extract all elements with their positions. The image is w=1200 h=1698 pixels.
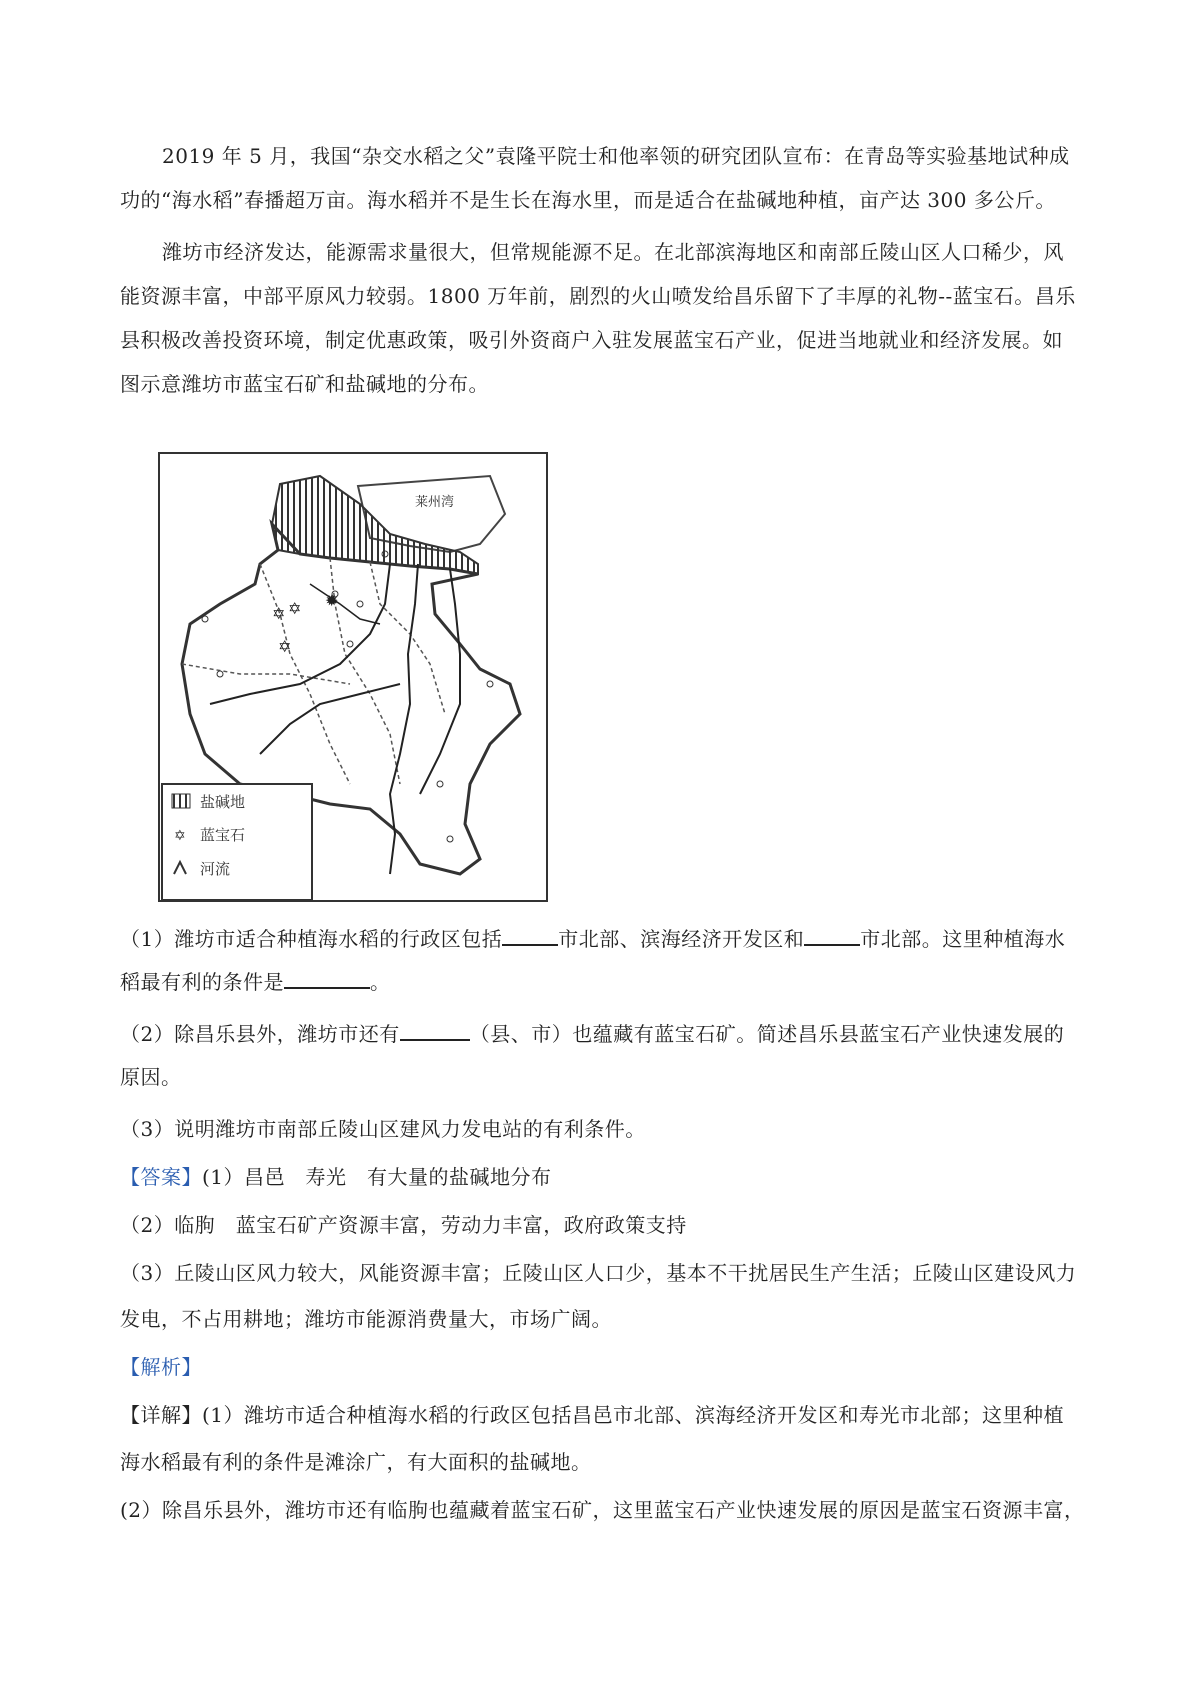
question-2-line-1: （2）除昌乐县外，潍坊市还有 （县、市）也蕴藏有蓝宝石矿。简述昌乐县蓝宝石产业快速发展的 xyxy=(120,1022,1065,1046)
question-2-line-2: 原因。 xyxy=(120,1065,182,1089)
river-1 xyxy=(390,564,418,874)
weifang-map-figure xyxy=(158,452,548,902)
city-marker xyxy=(217,671,223,677)
intro-paragraph-2-line-1: 潍坊市经济发达，能源需求量很大，但常规能源不足。在北部滨海地区和南部丘陵山区人口稀少，风 xyxy=(162,240,1064,264)
intro-paragraph-2-line-2: 能资源丰富，中部平原风力较弱。1800 万年前，剧烈的火山喷发给昌乐留下了丰厚的礼物--蓝宝石。昌乐 xyxy=(120,284,1076,308)
intro-paragraph-1-line-2: 功的“海水稻”春播超万亩。海水稻并不是生长在海水里，而是适合在盐碱地种植，亩产达 300 多公斤。 xyxy=(120,188,1056,212)
question-3: （3）说明潍坊市南部丘陵山区建风力发电站的有利条件。 xyxy=(120,1117,646,1141)
blank-q1-3[interactable] xyxy=(284,969,370,989)
answer-line-3: （3）丘陵山区风力较大，风能资源丰富；丘陵山区人口少，基本不干扰居民生产生活；丘陵山区建设风力 xyxy=(120,1261,1077,1285)
blank-q2[interactable] xyxy=(400,1021,470,1041)
question-1-line-2: 稻最有利的条件是 。 xyxy=(120,970,391,994)
county-boundary-4 xyxy=(182,664,350,684)
sapphire-marker: ✹ xyxy=(325,591,339,610)
city-marker xyxy=(437,781,443,787)
legend-sapphire-label: 蓝宝石 xyxy=(200,826,246,844)
answer-line-2: （2）临朐 蓝宝石矿产资源丰富，劳动力丰富，政府政策支持 xyxy=(120,1213,687,1237)
legend-river-label: 河流 xyxy=(200,860,231,878)
detail-label: 【详解】 xyxy=(120,1403,202,1427)
river-3 xyxy=(260,684,400,754)
river-2 xyxy=(210,564,390,704)
question-1-line-1: （1）潍坊市适合种植海水稻的行政区包括 市北部、滨海经济开发区和 市北部。这里种植海水 xyxy=(120,927,1066,951)
detail-line-1: 【详解】(1）潍坊市适合种植海水稻的行政区包括昌邑市北部、滨海经济开发区和寿光市北部；这里种植 xyxy=(120,1403,1065,1427)
detail-line-2: 海水稻最有利的条件是滩涂广，有大面积的盐碱地。 xyxy=(120,1450,592,1474)
legend-sapphire-icon: ✡ xyxy=(174,828,186,844)
city-marker xyxy=(347,641,353,647)
city-marker xyxy=(357,601,363,607)
legend-saline-label: 盐碱地 xyxy=(200,793,246,811)
river-5 xyxy=(310,584,380,624)
blank-q1-2[interactable] xyxy=(804,926,860,946)
sapphire-marker: ✡ xyxy=(288,599,302,618)
river-4 xyxy=(420,569,460,794)
detail-line-3: (2）除昌乐县外，潍坊市还有临朐也蕴藏着蓝宝石矿，这里蓝宝石产业快速发展的原因是蓝宝石资源丰富， xyxy=(120,1498,1085,1522)
intro-paragraph-2-line-3: 县积极改善投资环境，制定优惠政策，吸引外资商户入驻发展蓝宝石产业，促进当地就业和经济发展。如 xyxy=(120,328,1063,352)
answer-line-1: 【答案】(1）昌邑 寿光 有大量的盐碱地分布 xyxy=(120,1165,552,1189)
sapphire-marker: ✡ xyxy=(278,637,292,656)
answer-label: 【答案】 xyxy=(120,1165,202,1189)
city-marker xyxy=(202,616,208,622)
legend-saline-swatch xyxy=(172,794,190,808)
sapphire-marker: ✡ xyxy=(272,604,286,623)
intro-paragraph-1-line-1: 2019 年 5 月，我国“杂交水稻之父”袁隆平院士和他率领的研究团队宣布：在青岛等实验基地试种成 xyxy=(162,144,1070,168)
city-marker xyxy=(487,681,493,687)
analysis-label: 【解析】 xyxy=(120,1355,202,1379)
blank-q1-1[interactable] xyxy=(502,926,558,946)
intro-paragraph-2-line-4: 图示意潍坊市蓝宝石矿和盐碱地的分布。 xyxy=(120,372,489,396)
weifang-map-svg xyxy=(160,454,550,904)
answer-line-4: 发电，不占用耕地；潍坊市能源消费量大，市场广阔。 xyxy=(120,1307,612,1331)
city-marker xyxy=(447,836,453,842)
county-boundary-2 xyxy=(330,558,400,784)
bay-label: 莱州湾 xyxy=(415,495,455,510)
